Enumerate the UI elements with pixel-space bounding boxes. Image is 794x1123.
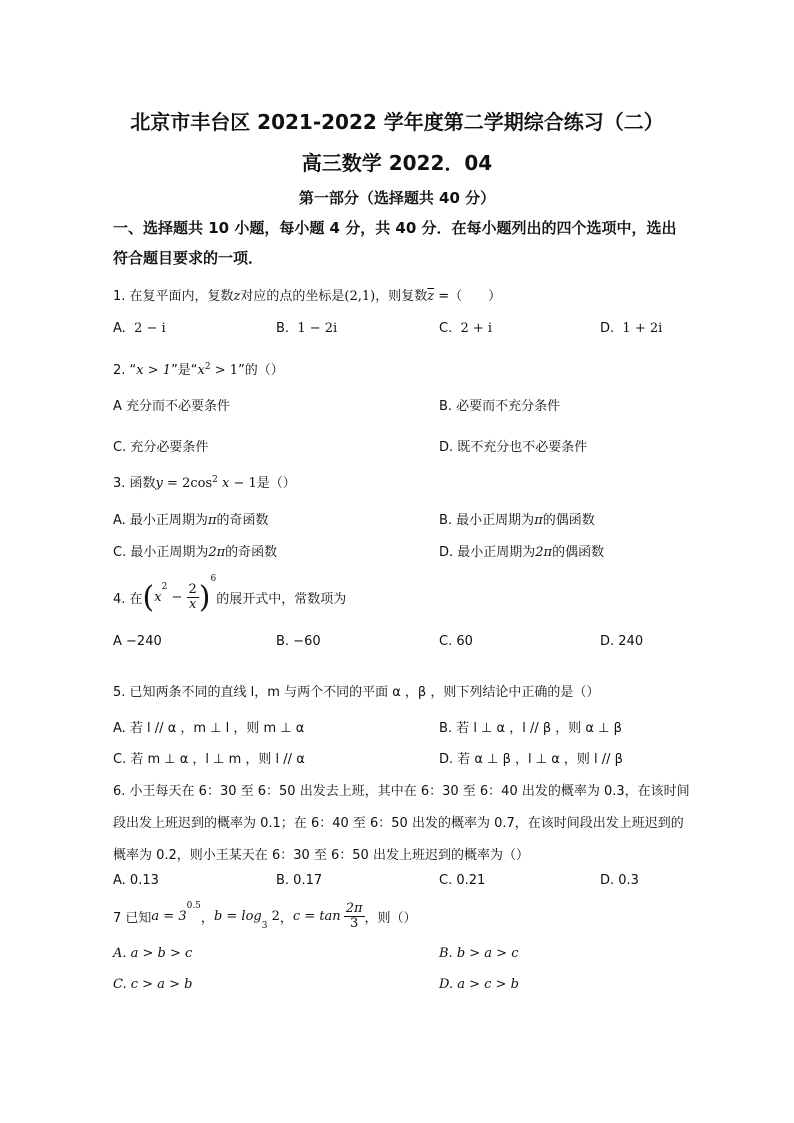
q4-frac-num: 2 [188,582,197,598]
q7-b-eq: b = log [213,909,262,924]
question-6-line-2: 段出发上班迟到的概率为 0.1；在 6：40 至 6：50 出发的概率为 0.7，在该时间段出发上班迟到的 [113,816,684,831]
q1-pre: 1. 在复平面内，复数 [113,289,234,304]
q3-a-end: 的奇函数 [216,513,269,528]
q3-c-end: 的奇函数 [225,545,278,560]
q4-fraction [187,583,199,611]
q3-pre: 3. 函数 [113,476,156,491]
q3-option-d [439,541,604,560]
q3-c-sym: 2π [208,545,226,560]
q2-p2: ”是“ [171,363,198,378]
q5-option-b: B. 若 l ⊥ α ，l // β ，则 α ⊥ β [439,721,622,736]
q3-f-mid: = 2cos [162,476,213,491]
question-6-line-3: 概率为 0.2，则小王某天在 6：30 至 6：50 出发上班迟到的概率为（） [113,848,529,863]
q6-option-d: D. 0.3 [600,873,639,888]
page-subtitle: 高三数学 2022．04 [301,151,493,175]
q4-option-c: C. 60 [439,634,473,649]
question-1 [113,285,501,304]
q7-post: ，则（） [364,911,417,926]
q7-frac-den: 3 [349,916,359,931]
q3-c-text: C. 最小正周期为 [113,545,209,560]
q5-option-a: A. 若 l // α ，m ⊥ l ，则 m ⊥ α [113,721,305,736]
instruction-line-1: 一、选择题共 10 小题，每小题 4 分，共 40 分．在每小题列出的四个选项中，选出 [113,219,677,237]
question-7 [113,901,417,931]
question-3 [113,472,296,491]
q7-option-d: D. a > c > b [439,977,519,992]
q4-option-d: D. 240 [600,634,644,649]
q1-d-value: 1 + 2i [622,321,663,336]
q3-d-sym: 2π [535,545,553,560]
q2-option-a: A 充分而不必要条件 [113,399,231,414]
q4-close-paren: ) [198,580,211,615]
q3-d-end: 的偶函数 [552,545,605,560]
q3-f-exp: 2 [212,475,218,485]
q4-power: 6 [210,574,217,584]
q7-c-eq: c = tan [292,909,341,924]
q1-option-a [113,321,166,336]
q1-b-label: B. [276,321,290,336]
q2-num: 2. [113,363,130,378]
q7-frac-num: 2π [345,901,363,917]
q3-option-c [113,541,277,560]
q2-option-c: C. 充分必要条件 [113,440,209,455]
q3-b-text: B. 最小正周期为 [439,513,535,528]
q1-end: =（ ） [434,289,502,304]
question-6-line-1: 6. 小王每天在 6：30 至 6：50 出发去上班，其中在 6：30 至 6：40 出发的概率为 0.3，在该时间 [113,784,690,799]
question-5: 5. 已知两条不同的直线 l，m 与两个不同的平面 α ，β ，则下列结论中正确的是（） [113,685,600,700]
q3-option-a [113,509,269,528]
q3-a-text: A. 最小正周期为 [113,513,208,528]
q3-b-sym: π [534,513,543,528]
q1-point: (2,1) [344,289,376,304]
q1-conj: $\overline{z}$ [427,289,435,304]
q2-p3: ”的（） [238,363,284,378]
q3-y: y [155,476,163,491]
question-2 [113,359,284,378]
q3-b-end: 的偶函数 [542,513,595,528]
q4-minus: − [167,590,187,605]
q1-d-label: D. [600,321,615,336]
q4-frac-den: x [188,597,197,612]
q5-option-d: D. 若 α ⊥ β ，l ⊥ α ，则 l // β [439,752,623,767]
q1-mid: 对应的点的坐标是 [240,289,345,304]
q5-option-c: C. 若 m ⊥ α ，l ⊥ m ，则 l // α [113,752,305,767]
q6-option-c: C. 0.21 [439,873,486,888]
q1-c-value: 2 + i [460,321,493,336]
q2-option-d: D. 既不充分也不必要条件 [439,440,588,455]
q2-expr-1: x > 1 [136,363,172,378]
q4-option-b: B. −60 [276,634,321,649]
q1-option-c [439,321,492,336]
q7-fraction [344,902,365,930]
q4-post: 的展开式中，常数项为 [216,592,347,607]
q4-option-a: A −240 [113,634,162,649]
q7-option-c: C. c > a > b [113,977,193,992]
q1-a-value: 2 − i [134,321,166,336]
q2-expr-2-exp: 2 [204,362,211,372]
q4-pre: 4. 在 [113,592,143,607]
q2-expr-2-base: x [197,363,205,378]
q3-post: 是（） [256,476,296,491]
q1-option-b [276,321,337,336]
q7-pre: 7 已知 [113,911,152,926]
q7-option-a: A. a > b > c [113,946,193,961]
q6-option-b: B. 0.17 [276,873,323,888]
q3-a-sym: π [207,513,217,528]
q4-open-paren: ( [142,580,155,615]
q1-c-label: C. [439,321,453,336]
q4-x-exp: 2 [161,582,168,592]
section-heading: 第一部分（选择题共 40 分） [298,189,496,207]
q2-expr-2-rest: > 1 [210,363,239,378]
q3-f-x: x [217,476,230,491]
page-title: 北京市丰台区 2021-2022 学年度第二学期综合练习（二） [130,110,664,134]
q1-option-d [600,321,662,336]
q7-a-eq: a = 3 [151,909,187,924]
q7-sep-1: ， [200,911,214,926]
q3-f-end: − 1 [229,476,257,491]
q7-b-end: 2 [267,909,280,924]
question-4 [113,574,346,615]
q1-b-value: 1 − 2i [297,321,338,336]
q4-x: x [154,590,162,605]
q7-a-exp: 0.5 [186,901,201,911]
q1-mid2: ，则复数 [375,289,428,304]
q2-option-b: B. 必要而不充分条件 [439,399,561,414]
q1-a-label: A. [113,321,126,336]
q7-option-b: B. b > a > c [439,946,519,961]
q2-p1: “ [129,363,137,378]
q7-sep-2: ， [279,911,293,926]
q3-d-text: D. 最小正周期为 [439,545,536,560]
q6-option-a: A. 0.13 [113,873,159,888]
q3-option-b [439,509,595,528]
q1-var: z [233,289,241,304]
q7-b-sub: 3 [261,921,268,931]
instruction-line-2: 符合题目要求的一项． [113,249,264,267]
